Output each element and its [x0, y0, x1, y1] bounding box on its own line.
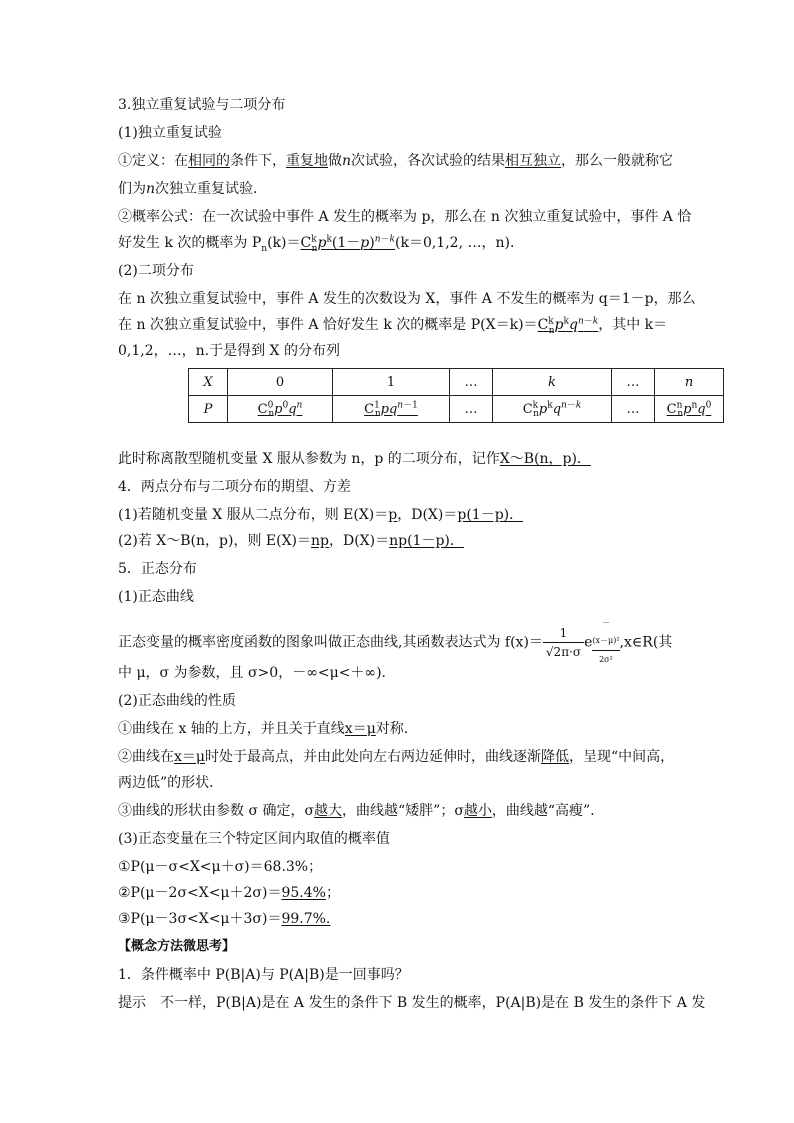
table-cell: n [655, 369, 724, 396]
table-cell: 1 [333, 369, 450, 396]
density-exponent: － (x－μ)² 2σ² [592, 618, 620, 664]
table-cell: … [450, 369, 493, 396]
property-1: ①曲线在 x 轴的上方，并且关于直线x＝μ对称． [118, 721, 418, 737]
table-cell: $C^n_np^nq^0$ [655, 396, 724, 423]
table-cell: P [189, 396, 228, 423]
binomial-formula: $C^k_np^k(1-p)^{n-k}$ [300, 234, 395, 254]
think-answer-1: 提示 不一样，P(B|A)是在 A 发生的条件下 B 发生的概率，P(A|B)是在 B 发生的条件下 A 发 [118, 995, 706, 1011]
table-cell: … [612, 396, 655, 423]
think-question-1: 1．条件概率中 P(B|A)与 P(A|B)是一回事吗？ [118, 967, 409, 983]
distribution-table [188, 368, 724, 423]
interval-prob-3: ③P(μ－3σ<X<μ＋3σ)＝99.7%. [118, 911, 331, 927]
section-4-line-1: (1)若随机变量 X 服从二点分布，则 E(X)＝p，D(X)＝p(1－p)． [118, 507, 524, 523]
subheading-binomial: (2)二项分布 [118, 263, 194, 279]
definition-line-2: 们为n次独立重复试验． [118, 181, 268, 197]
probability-formula-line-1: ②概率公式：在一次试验中事件 A 发生的概率为 p，那么在 n 次独立重复试验中，事件 A 恰 [118, 209, 692, 225]
table-cell: X [189, 369, 228, 396]
section-4-line-2: (2)若 X～B(n，p)，则 E(X)＝np，D(X)＝np(1－p)． [118, 533, 464, 549]
property-3: ③曲线的形状由参数 σ 确定，σ越大，曲线越“矮胖”；σ越小，曲线越“高瘦”． [118, 803, 605, 819]
section-4-title: 4．两点分布与二项分布的期望、方差 [118, 479, 351, 495]
table-cell: $C^0_np^0q^n$ [228, 396, 333, 423]
table-cell: $C^k_np^kq^{n-k}$ [493, 396, 612, 423]
table-cell: … [612, 369, 655, 396]
table-cell: … [450, 396, 493, 423]
subheading-interval-probabilities: (3)正态变量在三个特定区间内取值的概率值 [118, 831, 390, 847]
density-fraction: $\frac{1}{√2\pi\cdot\sigma}$ [543, 624, 584, 661]
normal-curve-params: 中 μ，σ 为参数，且 σ>0，－∞<μ<＋∞)． [118, 665, 396, 681]
probability-formula-line-2: 好发生 k 次的概率为 $P_n(k)=C^k_np^k(1-p)^{n-k}(k=0,1,2$, …，n)． [118, 234, 524, 254]
binomial-conclusion: 此时称离散型随机变量 X 服从参数为 n，p 的二项分布，记作X～B(n，p)． [118, 451, 591, 467]
section-5-title: 5．正态分布 [118, 561, 197, 577]
subheading-normal-curve: (1)正态曲线 [118, 589, 194, 605]
section-3-title: 3.独立重复试验与二项分布 [118, 97, 286, 113]
property-2-line-2: 两边低”的形状． [118, 775, 224, 791]
binomial-line-1: 在 n 次独立重复试验中，事件 A 发生的次数设为 X，事件 A 不发生的概率为 q＝1－p，那么 [118, 291, 696, 307]
property-2-line-1: ②曲线在x＝μ时处于最高点，并由此处向左右两边延伸时，曲线逐渐降低，呈现“中间高， [118, 749, 675, 765]
subheading-curve-properties: (2)正态曲线的性质 [118, 693, 236, 709]
normal-curve-formula-line: 正态变量的概率密度函数的图象叫做正态曲线,其函数表达式为 f(x)＝ $\frac{1}{√2\pi\cdot\sigma}$ e－ (x－μ)² 2σ²,x∈R(其 [118, 624, 680, 669]
table-cell: $C^1_npq^{n-1}$ [333, 396, 450, 423]
table-cell: 0 [228, 369, 333, 396]
table-row [189, 369, 724, 396]
binomial-line-3: 0,1,2，…，n.于是得到 X 的分布列 [118, 343, 340, 359]
binomial-prob-formula: $C^k_np^kq^{n-k}$ [537, 316, 599, 336]
definition-line-1: ①定义：在相同的条件下，重复地做n次试验，各次试验的结果相互独立，那么一般就称它 [118, 153, 674, 169]
interval-prob-2: ②P(μ－2σ<X<μ＋2σ)＝95.4%； [118, 885, 340, 901]
binomial-line-2: 在 n 次独立重复试验中，事件 A 恰好发生 k 次的概率是 $P(X=k)=C^k_np^kq^{n-k}$，其中 k＝ [118, 316, 668, 336]
think-section-title: 【概念方法微思考】 [118, 939, 236, 954]
interval-prob-1: ①P(μ－σ<X<μ＋σ)＝68.3%； [118, 859, 323, 875]
table-cell: k [493, 369, 612, 396]
table-row [189, 396, 724, 423]
subheading-independent-trials: (1)独立重复试验 [118, 125, 222, 141]
